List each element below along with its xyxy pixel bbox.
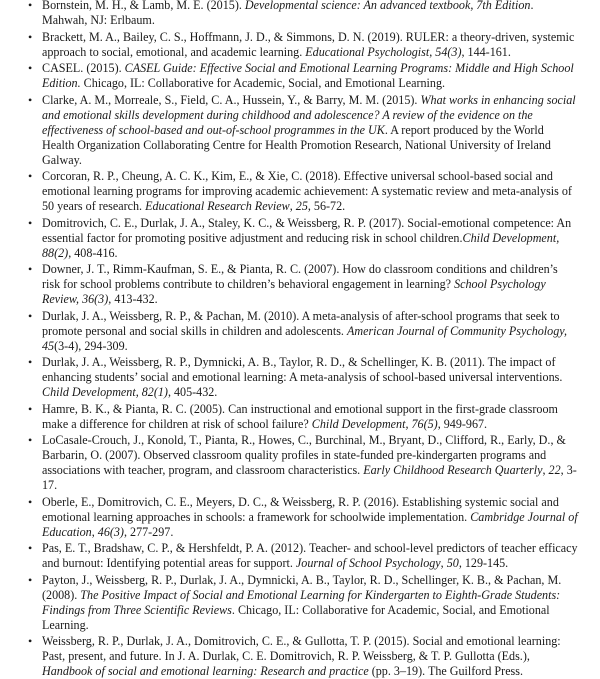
reference-italic-text: 50	[446, 556, 459, 570]
reference-item	[42, 216, 578, 261]
reference-item	[42, 573, 578, 633]
reference-text: , 129-145.	[458, 556, 509, 570]
reference-italic-text: CASEL Guide: Effective Social and Emotional Learning Programs: Middle and High School Edition.	[42, 61, 574, 90]
reference-item	[42, 541, 578, 571]
reference-text: Oberle, E., Domitrovich, C. E., Meyers, D. C., & Weissberg, R. P. (2016). Establishing systemic social and emotional learning approaches in schools: a framework for schoolwide implementation.	[42, 494, 559, 524]
reference-item	[42, 61, 578, 91]
reference-italic-text: Child Development, 88(2)	[42, 230, 560, 260]
reference-item	[42, 30, 578, 60]
reference-text: Hamre, B. K., & Pianta, R. C. (2005). Can instructional and emotional support in the first-grade classroom make a difference for children at risk of school failure?	[42, 401, 558, 431]
reference-italic-text: Educational Research Review	[145, 199, 290, 213]
reference-text: , 949-967.	[437, 416, 488, 431]
reference-text: , 56-72.	[307, 199, 346, 213]
reference-italic-text: 46(3)	[97, 524, 124, 539]
reference-text: . Mahwah, NJ: Erlbaum.	[42, 0, 534, 27]
reference-text: ,	[429, 44, 436, 59]
reference-text: ,	[289, 199, 296, 213]
reference-text: Durlak, J. A., Weissberg, R. P., & Pachan, M. (2010). A meta-analysis of after-school programs that seek to promote personal and social skills in children and adolescents.	[42, 308, 560, 338]
reference-text: Chicago, IL: Collaborative for Academic, Social, and Emotional Learning.	[80, 76, 446, 90]
reference-item	[42, 0, 578, 28]
reference-item	[42, 169, 578, 214]
reference-item	[42, 495, 578, 540]
reference-text: ,	[440, 556, 447, 570]
reference-italic-text: 22	[548, 463, 561, 477]
reference-item	[42, 433, 578, 493]
reference-item	[42, 402, 578, 432]
reference-text: ,	[91, 524, 98, 539]
reference-italic-text: Handbook of social and emotional learning: Research and practice	[42, 664, 369, 678]
reference-text: , 3-17.	[42, 463, 577, 492]
reference-text: Corcoran, R. P., Cheung, A. C. K., Kim, E., & Xie, C. (2018). Effective universal school-based social and emotional learning programs for improving academic achievement: A systematic review and meta-analysis of 50 years of research.	[42, 169, 572, 213]
reference-text: LoCasale-Crouch, J., Konold, T., Pianta, R., Howes, C., Burchinal, M., Bryant, D., Clifford, R., Early, D., & Barbarin, O. (2007). Observed classroom quality profiles in state-funded pre-kindergarten programs and associations with teacher, program, and classroom characteristics.	[42, 433, 566, 477]
reference-item	[42, 262, 578, 307]
reference-italic-text: Cambridge Journal of Education	[42, 509, 578, 539]
reference-italic-text: Journal of School Psychology	[295, 556, 441, 570]
reference-text: Weissberg, R. P., Durlak, J. A., Domitrovich, C. E., & Gullotta, T. P. (2015). Social and emotional learning: Past, present, and future. In J. A. Durlak, C. E. Domitrovich, R. P. Weissberg, & T. P. Gullotta (Eds.),	[42, 634, 561, 663]
reference-item	[42, 93, 578, 168]
reference-italic-text: The Positive Impact of Social and Emotional Learning for Kindergarten to Eighth-Grade Students: Findings from Three Scientific Reviews	[42, 587, 561, 617]
reference-italic-text: 25	[295, 199, 308, 213]
reference-text: ,	[542, 463, 549, 477]
reference-italic-text: Developmental science: An advanced textbook, 7th Edition	[244, 0, 531, 12]
reference-text: , 408-416.	[68, 245, 118, 260]
reference-italic-text: 54(3)	[435, 44, 462, 59]
reference-text: , 277-297.	[123, 524, 174, 539]
reference-text: Domitrovich, C. E., Durlak, J. A., Staley, K. C., & Weissberg, R. P. (2017). Social-emotional competence: An essential factor for promoting positive adjustment and reducing risk in school children.	[42, 215, 572, 245]
reference-italic-text: Educational Psychologist	[305, 44, 430, 59]
reference-text: Payton, J., Weissberg, R. P., Durlak, J. A., Dymnicki, A. B., Taylor, R. D., Schellinger, K. B., & Pachan, M. (2008).	[42, 572, 562, 602]
reference-text: Brackett, M. A., Bailey, C. S., Hoffmann, J. D., & Simmons, D. N. (2019). RULER: a theory-driven, systemic approach to social, emotional, and academic learning.	[42, 29, 575, 59]
reference-text: (pp. 3–19). The Guilford Press.	[368, 664, 523, 678]
reference-item	[42, 309, 578, 354]
reference-italic-text: School Psychology Review, 36(3)	[42, 277, 546, 306]
reference-italic-text: American Journal of Community Psychology, 45	[42, 323, 567, 353]
reference-text: (3-4), 294-309.	[54, 338, 128, 353]
reference-italic-text: Child Development, 76(5)	[311, 416, 438, 431]
reference-text: Clarke, A. M., Morreale, S., Field, C. A., Hussein, Y., & Barry, M. M. (2015).	[42, 92, 421, 107]
reference-text: Pas, E. T., Bradshaw, C. P., & Hershfeldt, P. A. (2012). Teacher- and school-level predictors of teacher efficacy and burnout: Identifying potential areas for support.	[42, 541, 578, 570]
reference-text: Downer, J. T., Rimm-Kaufman, S. E., & Pianta, R. C. (2007). How do classroom conditions and children’s risk for school problems contribute to children’s behavioral engagement in learning?	[42, 262, 558, 291]
reference-text: . A report produced by the World Health Organization Collaborating Centre for Health Promotion Research, National University of Ireland Galway.	[42, 122, 551, 167]
reference-text: CASEL. (2015).	[42, 61, 125, 75]
reference-italic-text: Early Childhood Research Quarterly	[363, 463, 543, 477]
reference-italic-text: Child Development, 82(1)	[42, 385, 168, 399]
reference-item	[42, 355, 578, 400]
reference-text: , 413-432.	[108, 292, 158, 306]
reference-text: . Chicago, IL: Collaborative for Academic, Social, and Emotional Learning.	[42, 602, 550, 632]
reference-italic-text: What works in enhancing social and emotional skills development during childhood and adolescence? A review of the evidence on the effectiveness of school-based and out-of-school programmes in the UK	[42, 92, 576, 137]
reference-text: Bornstein, M. H., & Lamb, M. E. (2015).	[42, 0, 245, 12]
reference-text: Durlak, J. A., Weissberg, R. P., Dymnicki, A. B., Taylor, R. D., & Schellinger, K. B. (2011). The impact of enhancing students’ social and emotional learning: A meta-analysis of school-based universal interventions.	[42, 355, 563, 384]
reference-item	[42, 634, 578, 679]
reference-text: , 405-432.	[167, 385, 218, 399]
reference-text: , 144-161.	[461, 44, 511, 59]
